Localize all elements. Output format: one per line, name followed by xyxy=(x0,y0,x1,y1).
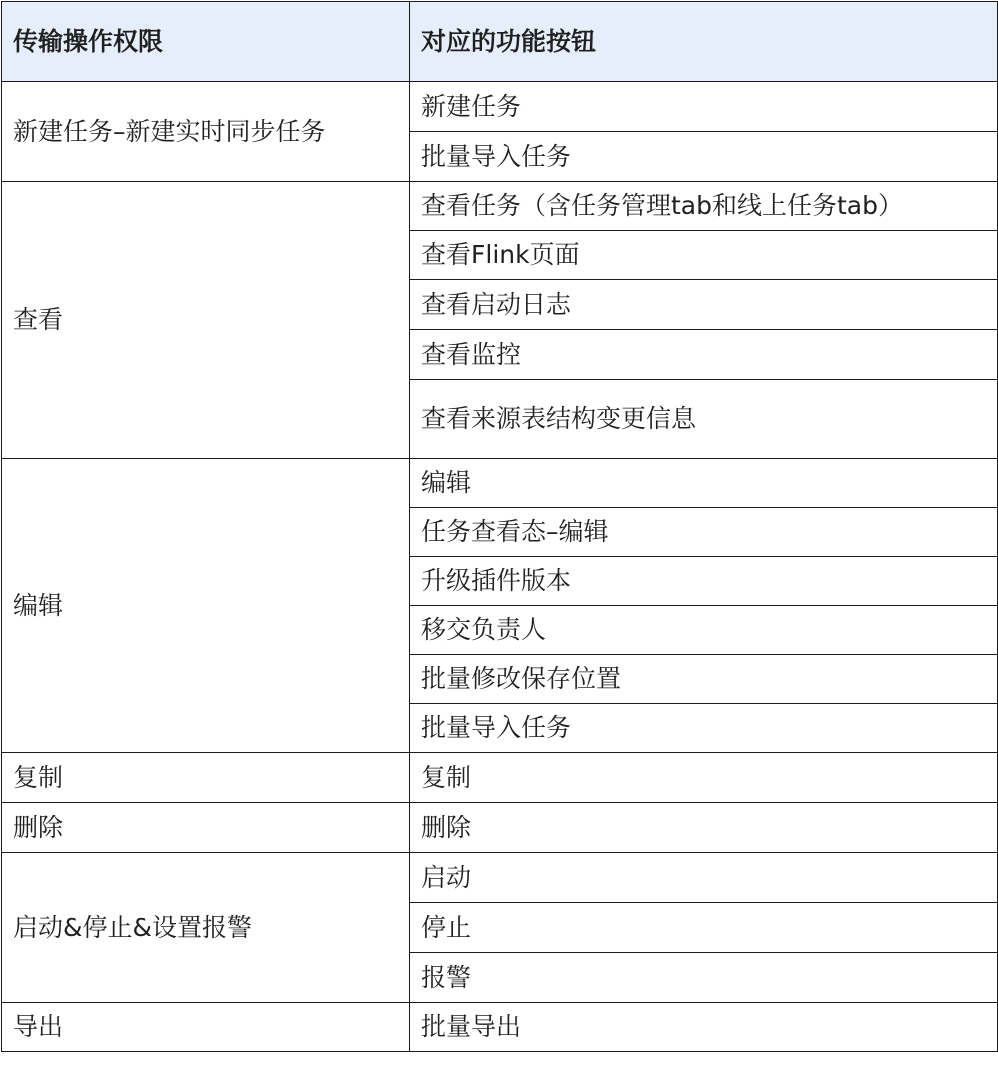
button-cell: 报警 xyxy=(410,953,998,1003)
button-cell: 批量导入任务 xyxy=(410,704,998,753)
permission-cell: 删除 xyxy=(2,803,410,853)
table-row xyxy=(2,1003,998,1052)
button-cell: 删除 xyxy=(410,803,998,853)
button-cell: 复制 xyxy=(410,753,998,803)
button-cell: 查看来源表结构变更信息 xyxy=(410,380,998,459)
button-cell: 停止 xyxy=(410,903,998,953)
button-cell: 新建任务 xyxy=(410,82,998,132)
permission-cell: 复制 xyxy=(2,753,410,803)
button-cell: 任务查看态–编辑 xyxy=(410,508,998,557)
button-cell: 移交负责人 xyxy=(410,606,998,655)
header-permission: 传输操作权限 xyxy=(2,2,410,82)
permission-cell: 查看 xyxy=(2,182,410,459)
button-cell: 批量修改保存位置 xyxy=(410,655,998,704)
table-row xyxy=(2,853,998,903)
table-row xyxy=(2,459,998,508)
button-cell: 升级插件版本 xyxy=(410,557,998,606)
button-cell: 批量导入任务 xyxy=(410,132,998,182)
permission-cell: 新建任务–新建实时同步任务 xyxy=(2,82,410,182)
table-row xyxy=(2,803,998,853)
header-buttons: 对应的功能按钮 xyxy=(410,2,998,82)
permission-cell: 编辑 xyxy=(2,459,410,753)
button-cell: 查看启动日志 xyxy=(410,280,998,330)
table-row xyxy=(2,753,998,803)
permission-cell: 导出 xyxy=(2,1003,410,1052)
button-cell: 查看Flink页面 xyxy=(410,231,998,280)
header-row xyxy=(2,2,998,82)
permission-table xyxy=(1,1,998,1052)
button-cell: 启动 xyxy=(410,853,998,903)
permission-cell: 启动&停止&设置报警 xyxy=(2,853,410,1003)
button-cell: 编辑 xyxy=(410,459,998,508)
button-cell: 批量导出 xyxy=(410,1003,998,1052)
button-cell: 查看监控 xyxy=(410,330,998,380)
button-cell: 查看任务（含任务管理tab和线上任务tab） xyxy=(410,182,998,231)
table-row xyxy=(2,82,998,132)
table-row xyxy=(2,182,998,231)
